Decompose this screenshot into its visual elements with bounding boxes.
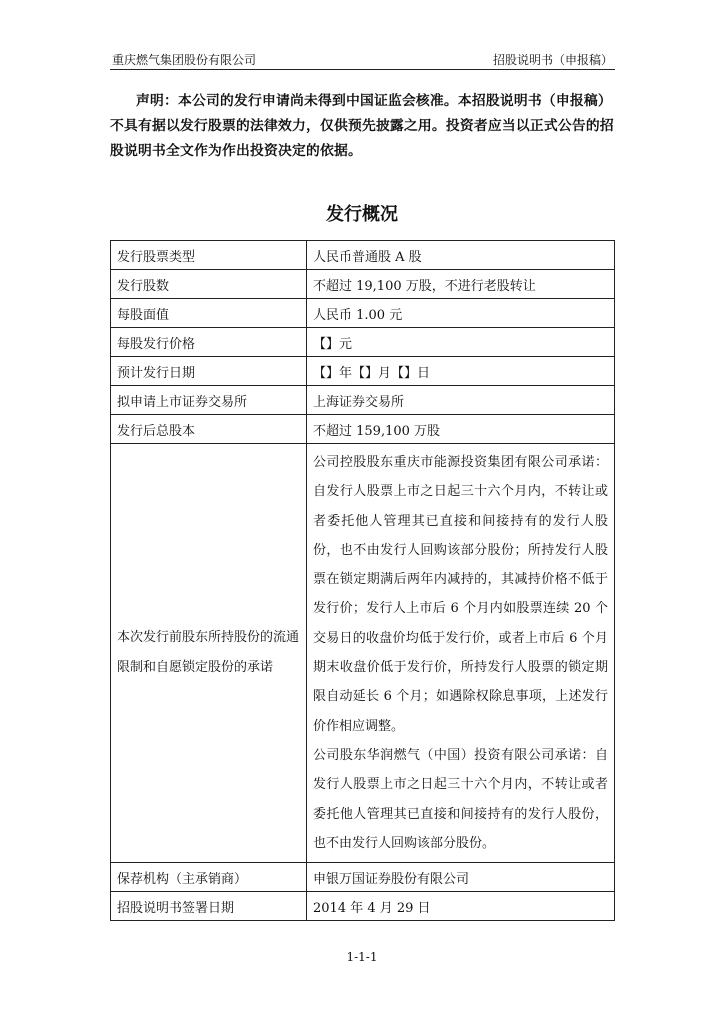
row-value: 人民币 1.00 元	[307, 299, 615, 328]
lockup-label: 本次发行前股东所持股份的流通限制和自愿锁定股份的承诺	[111, 444, 307, 863]
lockup-value	[307, 444, 615, 863]
row-label: 预计发行日期	[111, 357, 307, 386]
row-value: 不超过 159,100 万股	[307, 415, 615, 444]
shareholder-promise: 公司股东华润燃气（中国）投资有限公司承诺：自发行人股票上市之日起三十六个月内，不转让或者委托他人管理其已直接和间接持有的发行人股份，也不由发行人回购该部分股份。	[313, 747, 608, 851]
page-number: 1-1-1	[346, 950, 378, 964]
lockup-promise-row	[111, 444, 615, 863]
row-value: 人民币普通股 A 股	[307, 241, 615, 270]
row-value: 不超过 19,100 万股，不进行老股转让	[307, 270, 615, 299]
header-company-name: 重庆燃气集团股份有限公司	[112, 53, 257, 67]
offering-overview-table	[110, 240, 615, 921]
row-label: 每股面值	[111, 299, 307, 328]
table-row	[111, 241, 615, 270]
header-document-type: 招股说明书（申报稿）	[492, 53, 613, 67]
row-label: 发行后总股本	[111, 415, 307, 444]
row-label: 发行股数	[111, 270, 307, 299]
row-value: 2014 年 4 月 29 日	[307, 892, 615, 921]
controlling-shareholder-promise: 公司控股股东重庆市能源投资集团有限公司承诺：自发行人股票上市之日起三十六个月内，不转让或者委托他人管理其已直接和间接持有的发行人股份，也不由发行人回购该部分股份；所持发行人股票在锁定期满后两年内减持的，其减持价格不低于发行价；发行人上市后 6 个月内如股票连续 20 个交易日的收盘价均低于发行价，或者上市后 6 个月期末收盘价低于发行价，所持发行人股票的锁定期限自动延长 6 个月；如遇除权除息事项，上述发行价作相应调整。	[313, 455, 608, 734]
table-row	[111, 386, 615, 415]
table-row	[111, 863, 615, 892]
page-header	[110, 49, 615, 70]
disclaimer-statement: 声明：本公司的发行申请尚未得到中国证监会核准。本招股说明书（申报稿）不具有据以发行股票的法律效力，仅供预先披露之用。投资者应当以正式公告的招股说明书全文作为作出投资决定的依据。	[110, 93, 614, 159]
table-row	[111, 299, 615, 328]
row-label: 每股发行价格	[111, 328, 307, 357]
row-value: 【】年【】月【】日	[307, 357, 615, 386]
row-value: 【】元	[307, 328, 615, 357]
row-label: 拟申请上市证券交易所	[111, 386, 307, 415]
section-title: 发行概况	[326, 204, 398, 225]
row-value: 申银万国证券股份有限公司	[307, 863, 615, 892]
table-row	[111, 415, 615, 444]
table-row	[111, 270, 615, 299]
row-label: 招股说明书签署日期	[111, 892, 307, 921]
row-label: 发行股票类型	[111, 241, 307, 270]
row-value: 上海证券交易所	[307, 386, 615, 415]
table-row	[111, 357, 615, 386]
table-row	[111, 892, 615, 921]
row-label: 保荐机构（主承销商）	[111, 863, 307, 892]
table-row	[111, 328, 615, 357]
